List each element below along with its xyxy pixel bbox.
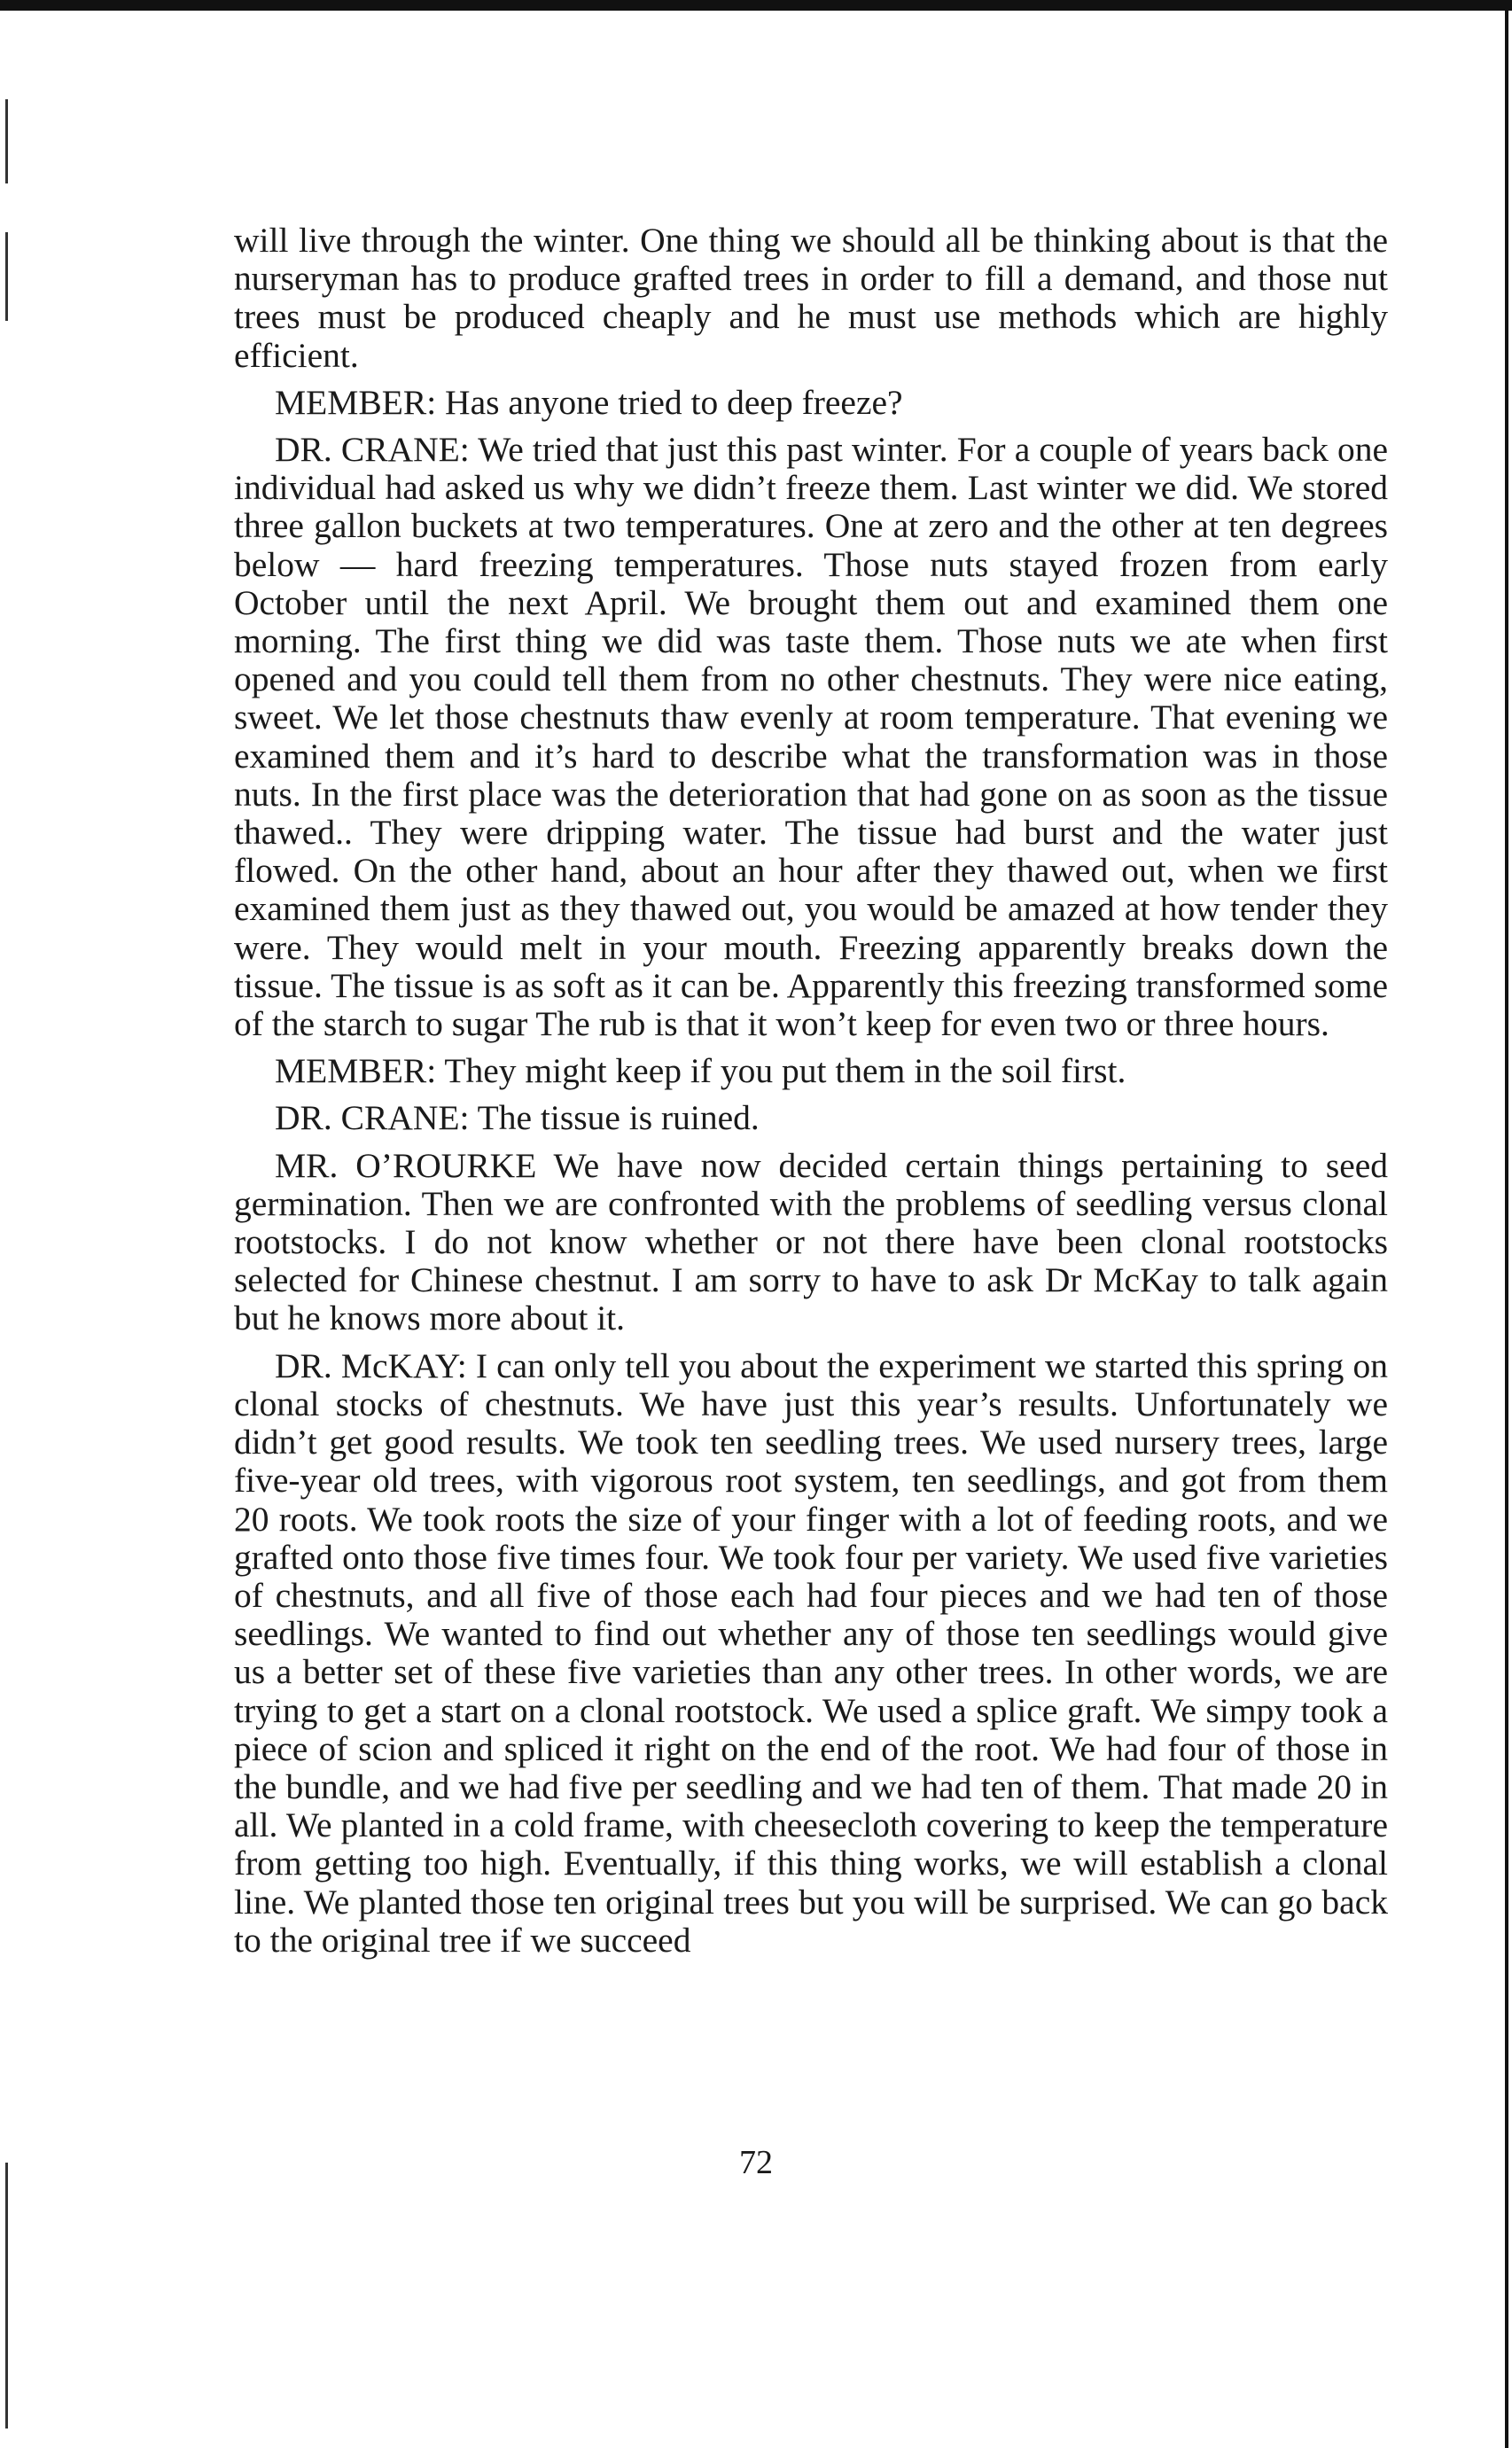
paragraph <box>234 1347 1388 1960</box>
paragraph-text: The tissue is ruined. <box>469 1098 760 1138</box>
speaker-label: DR. McKAY: <box>275 1345 467 1385</box>
paragraph-text: Has anyone tried to deep freeze? <box>436 382 903 422</box>
left-edge-mark <box>5 99 8 183</box>
speaker-label: MEMBER: <box>275 382 437 422</box>
left-edge-mark <box>5 232 8 321</box>
paragraph <box>234 1147 1388 1338</box>
speaker-label: MR. O’ROURKE <box>275 1145 537 1185</box>
paragraph-text: We tried that just this past winter. For a couple of years back one individual had asked us why we didn’t freeze them. Last winter we did. We stored three gallon buckets at two temperatures. One at zero and the other at ten degrees below — hard freezing temperatures. Those nuts stayed frozen from early October until the next April. We brought them out and examined them one morning. The first thing we did was taste them. Those nuts we ate when first opened and you could tell them from no other chestnuts. They were nice eating, sweet. We let those chestnuts thaw evenly at room temperature. That evening we examined them and it’s hard to describe what the transformation was in those nuts. In the first place was the deterioration that had gone on as soon as the tissue thawed.. They were dripping water. The tissue had burst and the water just flowed. On the other hand, about an hour after they thawed out, when we first examined them just as they thawed out, you would be amazed at how tender they were. They would melt in your mouth. Freezing apparently breaks down the tissue. The tissue is as soft as it can be. Apparently this freezing transformed some of the starch to sugar The rub is that it won’t keep for even two or three hours. <box>234 430 1389 1044</box>
paragraph <box>234 1099 1388 1137</box>
paragraph <box>234 431 1388 1043</box>
speaker-label: DR. CRANE: <box>275 1098 470 1138</box>
paragraph <box>234 384 1388 422</box>
page-number: 72 <box>739 2144 773 2181</box>
paragraph-text: will live through the winter. One thing we should all be thinking about is that the nurseryman has to produce grafted trees in order to fill a demand, and those nut trees must be produced cheaply and he must use methods which are highly efficient. <box>234 221 1388 375</box>
speaker-label: MEMBER: <box>275 1051 437 1091</box>
left-edge-mark <box>5 2163 8 2429</box>
paragraph-text: I can only tell you about the experiment we started this spring on clonal stocks of chestnuts. We have just this year’s results. Unfortunately we didn’t get good results. We took ten seedling trees. We used nursery trees, large five-year old trees, with vigorous root system, ten seedlings, and got from them 20 roots. We took roots the size of your finger with a lot of feeding roots, and we grafted onto those five times four. We took four per variety. We used five varieties of chestnuts, and all five of those each had four pieces and we had ten of those seedlings. We wanted to find out whether any of those ten seedlings would give us a better set of these five varieties than any other trees. In other words, we are trying to get a start on a clonal rootstock. We used a splice graft. We simpy took a piece of scion and spliced it right on the end of the root. We had four of those in the bundle, and we had five per seedling and we had ten of them. That made 20 in all. We planted in a cold frame, with cheesecloth covering to keep the temperature from getting too high. Eventually, if this thing works, we will establish a clonal line. We planted those ten original trees but you will be surprised. We can go back to the original tree if we succeed <box>234 1345 1389 1960</box>
paragraph-text: They might keep if you put them in the soil first. <box>436 1051 1126 1091</box>
paragraph <box>234 1052 1388 1090</box>
paragraph <box>234 222 1388 375</box>
right-border-rule <box>1505 11 1508 2448</box>
speaker-label: DR. CRANE: <box>275 430 470 470</box>
paragraph-text: We have now decided certain things pertaining to seed germination. Then we are confronted with the problems of seedling versus clonal rootstocks. I do not know whether or not there have been clonal rootstocks selected for Chinese chestnut. I am sorry to have to ask Dr McKay to talk again but he knows more about it. <box>234 1145 1389 1338</box>
top-border-rule <box>0 0 1512 11</box>
page-body <box>234 222 1388 1969</box>
